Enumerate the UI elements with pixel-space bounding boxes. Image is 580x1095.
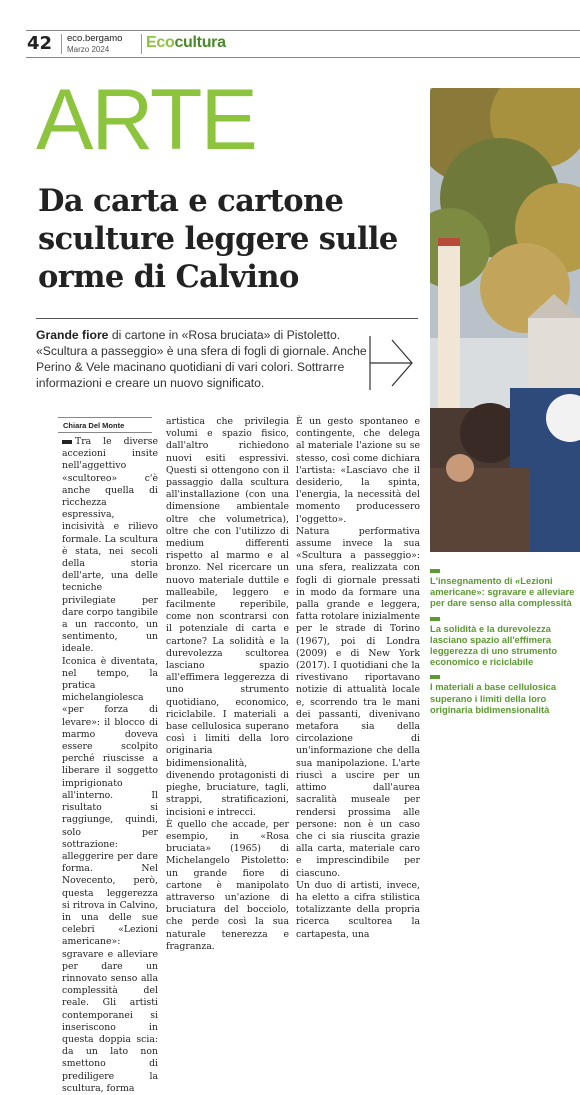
article-column-1 — [62, 436, 158, 1095]
caption — [430, 569, 580, 609]
article-summary — [36, 327, 376, 391]
caption — [430, 675, 580, 715]
caption-text: La solidità e la durevolezza lasciano spazio all'effimera leggerezza di uno strumento economico e riciclabile — [430, 622, 558, 668]
article-column-2: artistica che privilegia volumi e spazio fisico, dall'altro richiedono nuovi esiti espressivi. Questi si ottengono con il passaggio dalla scultura all'installazione (con una dimensione ambientale oltre che volumetrica), oltre che con l'utilizzo di medium differenti rispetto al marmo e al bronzo. Nel ricercare un nuovo materiale duttile e malleabile, leggero e facilmente reperibile, come non scontrarsi con il potenziale di carta e cartone? La solidità e la durevolezza scultorea lasciano spazio all'effimera leggerezza di uno strumento quotidiano, economico, riciclabile. I materiali a base cellulosica superano così i limiti della loro originaria bidimensionalità, divenendo protagonisti di pieghe, bruciature, tagli, strappi, stratificazioni, incisioni e intrecci. È quello che accade, per esempio, in «Rosa bruciata» (1965) di Michelangelo Pistoletto: un grande fiore di cartone è manipolato attraverso un'azione di bruciatura del bocciolo, che perde così la sua naturale tenerezza e fragranza. — [166, 416, 289, 952]
caption-text: I materiali a base cellulosica superano i limiti della loro originaria bidimensionalità — [430, 681, 557, 715]
caption-text: L'insegnamento di «Lezioni americane»: sgravare e alleviare per dare senso alla complessità — [430, 575, 575, 609]
arrow-icon — [366, 334, 416, 392]
article-title: Da carta e cartone sculture leggere sulle orme di Calvino — [38, 183, 398, 295]
section-name-eco: Eco — [146, 34, 175, 51]
summary-lead: Grande fiore — [36, 328, 109, 342]
publication-info — [67, 33, 122, 55]
section-name-rest: cultura — [174, 34, 226, 51]
summary-text: di cartone in «Rosa bruciata» di Pistoletto. «Scultura a passeggio» è una sfera di fogli di giornale. Anche Perino & Vele macinano quotidiani di vari colori. Sottrarre informazioni e creare un nuovo significato. — [36, 328, 367, 390]
caption-marker — [430, 617, 440, 621]
column-1-text: Tra le diverse accezioni insite nell'aggettivo «scultoreo» c'è anche quella di ricchezza espressiva, incisività e rilievo formale. La scultura è stata, nei secoli della storia dell'arte, una delle tecniche privilegiate per dare corpo tangibile a un racconto, un sentimento, un ideale. Iconica è diventata, nel tempo, la pratica michelangiolesca «per forza di levare»: il blocco di marmo doveva essere scolpito perché riuscisse a liberare il soggetto imprigionato all'interno. Il risultato si raggiunge, quindi, solo per sottrazione: alleggerire per dare forma. Nel Novecento, però, questa leggerezza si ritrova in Calvino, in una delle sue celebri «Lezioni americane»: sgravare e alleviare per dare un rinnovato senso alla complessità del reale. Gli artisti contemporanei si inseriscono in questa doppia scia: da un lato non smettono di prediligere la scultura, forma — [62, 436, 158, 1094]
byline-rule-bottom — [58, 432, 152, 433]
publication-name: eco.bergamo — [67, 33, 123, 44]
header-divider — [61, 34, 62, 54]
article-column-3: È un gesto spontaneo e contingente, che delega al materiale l'azione su se stesso, così come dichiara l'artista: «Lasciavo che il desiderio, la spinta, l'energia, la necessità del momento producessero l'oggetto». Natura performativa assume invece la sua «Scultura a passeggio»: una sfera, realizzata con fogli di giornale pressati in modo da formare una palla grande e leggera, fatta rotolare inizialmente per le strade di Torino (1967), poi di Londra (2009) e di New York (2017). I quotidiani che la rivestivano riportavano notizie di attualità locale e, scorrendo tra le mani dei passanti, divenivano metafora sia della circolazione di un'informazione che della sua manipolazione. L'arte riuscì a uscire per un attimo dall'aurea sacralità museale per rendersi prossima alle persone: non è un caso che ci sia riuscita grazie alla carta, materiale caro e imprescindibile per ciascuno. Un duo di artisti, invece, ha eletto a cifra stilistica totalizzante della propria ricerca scultorea la cartapesta, una — [296, 416, 420, 940]
header-divider — [141, 34, 142, 54]
article-kicker: ARTE — [36, 72, 256, 168]
caption-marker — [430, 675, 440, 679]
caption — [430, 617, 580, 668]
header-rule-top — [26, 30, 580, 31]
article-photo — [430, 88, 580, 552]
photo-captions — [430, 569, 580, 723]
paragraph-marker — [62, 440, 72, 444]
section-name — [146, 34, 226, 52]
header-rule-bottom — [26, 57, 580, 58]
publication-month: Marzo 2024 — [67, 45, 110, 54]
summary-rule — [36, 318, 418, 319]
byline-rule-top — [58, 417, 152, 418]
page-number: 42 — [27, 33, 53, 54]
byline: Chiara Del Monte — [63, 421, 125, 430]
caption-marker — [430, 569, 440, 573]
